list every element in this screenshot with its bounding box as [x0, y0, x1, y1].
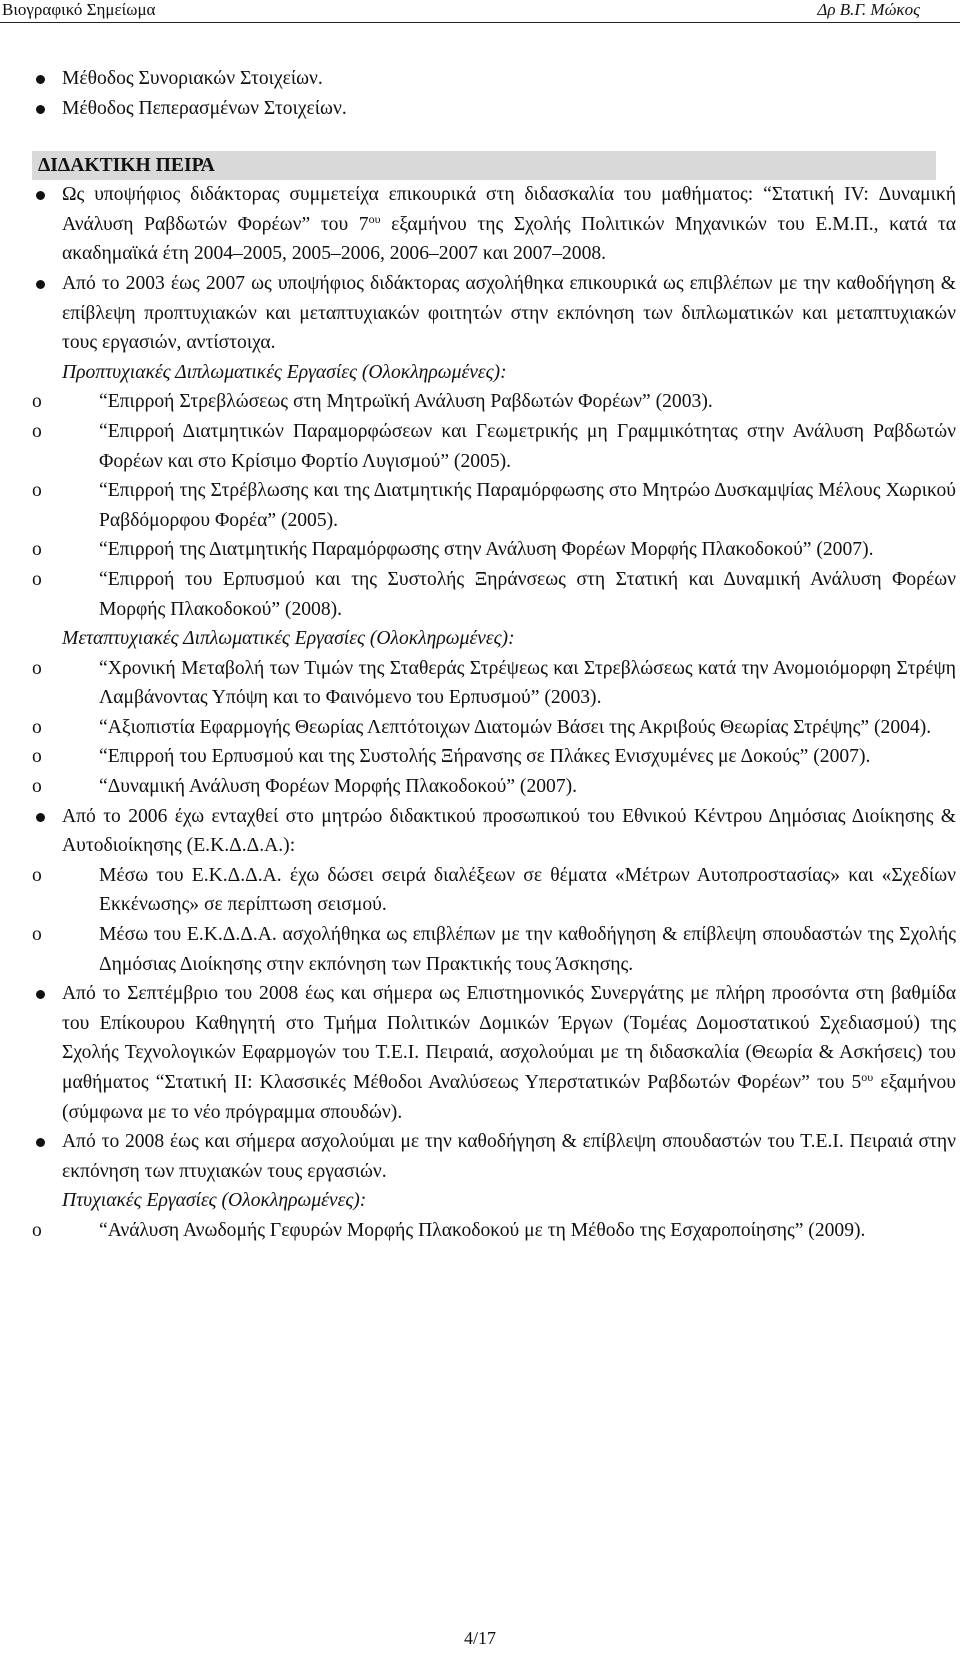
sub-item: o Μέσω του Ε.Κ.Δ.Δ.Α. έχω δώσει σειρά διαλέξεων σε θέματα «Μέτρων Αυτοπροστασίας» και «Σχεδίων Εκκένωσης» σε περίπτωση σεισμού. — [32, 861, 956, 920]
caption-text: Πτυχιακές Εργασίες (Ολοκληρωμένες) — [62, 1190, 360, 1212]
thesis-item: o “Δυναμική Ανάλυση Φορέων Μορφής Πλακοδοκού” (2007). — [32, 772, 956, 802]
thesis-item: o “Αξιοπιστία Εφαρμογής Θεωρίας Λεπτότοιχων Διατομών Βάσει της Ακριβούς Θεωρίας Στρέψης” (2004). — [32, 713, 956, 743]
thesis-item: o “Επιρροή της Διατμητικής Παραμόρφωσης στην Ανάλυση Φορέων Μορφής Πλακοδοκού” (2007). — [32, 535, 956, 565]
methods-list — [32, 64, 956, 123]
section-heading: ΔΙΔΑΚΤΙΚΗ ΠΕΙΡΑ — [32, 151, 936, 180]
caption: Προπτυχιακές Διπλωματικές Εργασίες (Ολοκληρωμένες): — [62, 361, 507, 383]
teaching-experience-list — [32, 180, 956, 1245]
item-text: εξαμήνου (σύμφωνα με το νέο πρόγραμμα σπουδών). — [62, 1072, 956, 1123]
list-item: Από το 2008 έως και σήμερα ασχολούμαι με την καθοδήγηση & επίβλεψη σπουδαστών του Τ.Ε.Ι. Πειραιά στην εκπόνηση των πτυχιακών τους εργασιών. — [32, 1127, 956, 1186]
list-item — [32, 979, 956, 1127]
caption: Μεταπτυχιακές Διπλωματικές Εργασίες (Ολοκληρωμένες): — [62, 628, 515, 650]
thesis-item: o “Επιρροή Διατμητικών Παραμορφώσεων και Γεωμετρικής μη Γραμμικότητας στην Ανάλυση Ραβδωτών Φορέων και στο Κρίσιμο Φορτίο Λυγισμού” (2005). — [32, 417, 956, 476]
thesis-item: o “Ανάλυση Ανωδομής Γεφυρών Μορφής Πλακοδοκού με τη Μέθοδο της Εσχαροποίησης” (2009). — [32, 1216, 956, 1246]
caption: Πτυχιακές Εργασίες (Ολοκληρωμένες): — [62, 1190, 367, 1212]
list-item: Μέθοδος Συνοριακών Στοιχείων. — [32, 64, 956, 94]
superscript: ου — [861, 1070, 874, 1084]
list-item — [32, 180, 956, 269]
caption-text: Μεταπτυχιακές Διπλωματικές Εργασίες (Ολοκληρωμένες) — [62, 628, 509, 650]
document-body — [32, 64, 956, 1246]
thesis-item: o “Χρονική Μεταβολή των Τιμών της Σταθεράς Στρέψεως και Στρεβλώσεως κατά την Ανομοιόμορφη Στρέψη Λαμβάνοντας Υπόψη και το Φαινόμενο του Ερπυσμού” (2003). — [32, 654, 956, 713]
item-text: Από το 2003 έως 2007 ως υποψήφιος διδάκτορας ασχολήθηκα επικουρικά ως επιβλέπων με την καθοδήγηση & επίβλεψη προπτυχιακών και μεταπτυχιακών φοιτητών στην εκπόνηση των διπλωματικών και μεταπτυχιακών τους εργασιών, αντίστοιχα. — [62, 272, 956, 354]
item-text: Από το Σεπτέμβριο του 2008 έως και σήμερα ως Επιστημονικός Συνεργάτης με πλήρη προσόντα στη βαθμίδα του Επίκουρου Καθηγητή στο Τμήμα Πολιτικών Δομικών Έργων (Τομέας Δομοστατικού Σχεδιασμού) της Σχολής Τεχνολογικών Εφαρμογών του Τ.Ε.Ι. Πειραιά, ασχολούμαι με τη διδασκαλία (Θεωρία & Ασκήσεις) του μαθήματος “Στατική ΙΙ: Κλασσικές Μέθοδοι Αναλύσεως Υπερστατικών Ραβδωτών Φορέων” του 5 — [62, 983, 956, 1093]
list-item: Από το 2006 έχω ενταχθεί στο μητρώο διδακτικού προσωπικού του Εθνικού Κέντρου Δημόσιας Διοίκησης & Αυτοδιοίκησης (Ε.Κ.Δ.Δ.Α.): — [32, 802, 956, 861]
list-item: Μέθοδος Πεπερασμένων Στοιχείων. — [32, 94, 956, 124]
page-number: 4/17 — [463, 1628, 496, 1648]
header-author: Δρ Β.Γ. Μώκος — [817, 0, 920, 19]
header-title: Βιογραφικό Σημείωμα — [2, 0, 156, 19]
list-item — [32, 269, 956, 358]
thesis-item: o “Επιρροή Στρεβλώσεως στη Μητρωϊκή Ανάλυση Ραβδωτών Φορέων” (2003). — [32, 387, 956, 417]
superscript: ου — [368, 211, 381, 226]
page-header — [0, 0, 960, 23]
sub-item: o Μέσω του Ε.Κ.Δ.Δ.Α. ασχολήθηκα ως επιβλέπων με την καθοδήγηση & επίβλεψη σπουδαστών της Σχολής Δημόσιας Διοίκησης στην εκπόνηση των Πρακτικής τους Άσκησης. — [32, 920, 956, 979]
thesis-item: o “Επιρροή του Ερπυσμού και της Συστολής Ξηράνσεως στη Στατική και Δυναμική Ανάλυση Φορέων Μορφής Πλακοδοκού” (2008). — [32, 565, 956, 624]
thesis-item: o “Επιρροή της Στρέβλωσης και της Διατμητικής Παραμόρφωσης στο Μητρώο Δυσκαμψίας Μέλους Χωρικού Ραβδόμορφου Φορέα” (2005). — [32, 476, 956, 535]
item-text: εξαμήνου της Σχολής Πολιτικών Μηχανικών του Ε.Μ.Π., κατά τα ακαδημαϊκά έτη 2004–2005, 2005–2006, 2006–2007 και 2007–2008. — [62, 213, 956, 265]
thesis-item: o “Επιρροή του Ερπυσμού και της Συστολής Ξήρανσης σε Πλάκες Ενισχυμένες με Δοκούς” (2007). — [32, 742, 956, 772]
caption-text: Προπτυχιακές Διπλωματικές Εργασίες (Ολοκληρωμένες) — [62, 361, 501, 383]
item-text: Ως υποψήφιος διδάκτορας συμμετείχα επικουρικά στη διδασκαλία του μαθήματος: “Στατική IV: Δυναμική Ανάλυση Ραβδωτών Φορέων” του 7 — [62, 184, 956, 235]
